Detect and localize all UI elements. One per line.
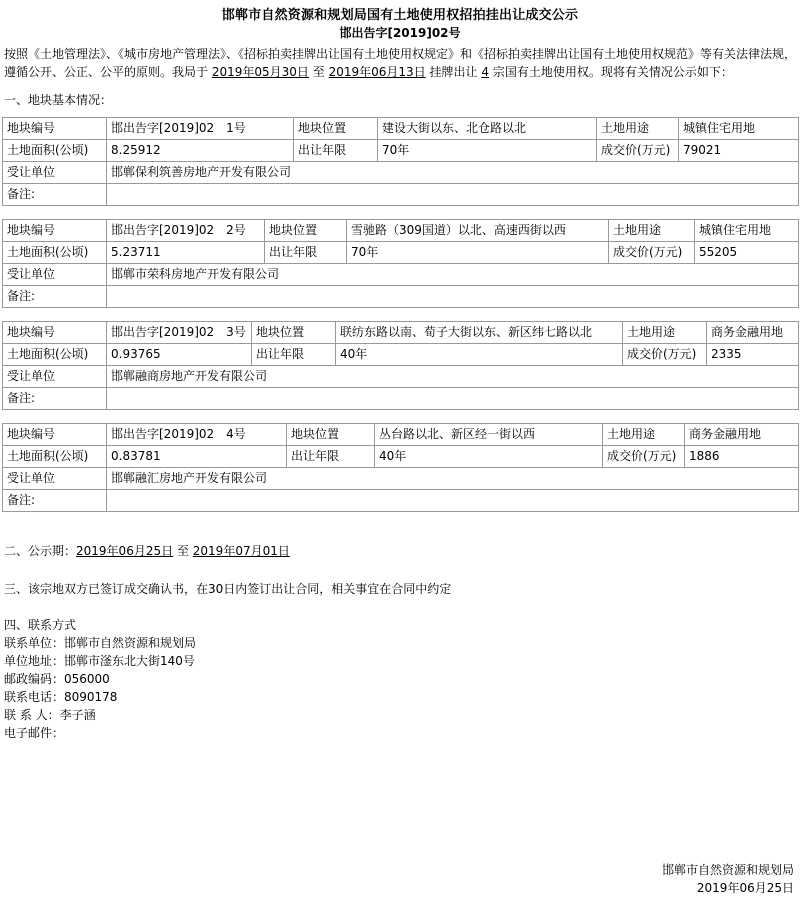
label-parcel-no: 地块编号	[3, 424, 107, 446]
announcement-title: 邯郸市自然资源和规划局国有土地使用权招拍挂出让成交公示	[221, 8, 579, 23]
intro-paragraph	[0, 41, 800, 81]
table-row	[3, 286, 799, 308]
label-price: 成交价(万元)	[623, 344, 707, 366]
parcel-price: 2335	[707, 344, 799, 366]
parcel-no: 邯出告字[2019]02 1号	[107, 118, 294, 140]
table-row	[3, 162, 799, 184]
contact-postcode: 邮政编码：056000	[4, 672, 110, 687]
parcel-location: 联纺东路以南、荀子大街以东、新区纬七路以北	[336, 322, 623, 344]
issue-date: 2019年06月25日	[696, 881, 794, 895]
parcel-assignee: 邯郸融商房地产开发有限公司	[107, 366, 799, 388]
label-location: 地块位置	[265, 220, 347, 242]
parcel-location: 建设大街以东、北仓路以北	[378, 118, 597, 140]
label-area: 土地面积(公顷)	[3, 140, 107, 162]
label-remarks: 备注:	[3, 184, 107, 206]
table-row	[3, 140, 799, 162]
label-land-use: 土地用途	[609, 220, 695, 242]
intro-text-2: 挂牌出让	[429, 65, 478, 80]
label-remarks: 备注:	[3, 388, 107, 410]
label-assignee: 受让单位	[3, 468, 107, 490]
parcel-no: 邯出告字[2019]02 4号	[107, 424, 287, 446]
issuing-organization: 邯郸市自然资源和规划局	[661, 863, 794, 877]
intro-text-3: 宗国有土地使用权。现将有关情况公示如下：	[492, 65, 733, 80]
section-4-title: 四、联系方式	[4, 618, 77, 633]
label-price: 成交价(万元)	[609, 242, 695, 264]
label-parcel-no: 地块编号	[3, 118, 107, 140]
table-row	[3, 220, 799, 242]
table-row	[3, 184, 799, 206]
parcel-remarks	[107, 388, 799, 410]
intro-to: 至	[312, 65, 325, 80]
label-assignee: 受让单位	[3, 264, 107, 286]
label-location: 地块位置	[252, 322, 336, 344]
parcel-table-2	[2, 219, 799, 308]
table-row	[3, 490, 799, 512]
period-label: 二、公示期：	[4, 544, 77, 559]
parcel-area: 0.83781	[107, 446, 287, 468]
label-location: 地块位置	[287, 424, 375, 446]
label-location: 地块位置	[294, 118, 378, 140]
parcel-price: 55205	[695, 242, 799, 264]
contact-person: 联 系 人：李子涵	[4, 708, 96, 723]
label-term: 出让年限	[265, 242, 347, 264]
signature-block	[662, 861, 794, 897]
label-term: 出让年限	[287, 446, 375, 468]
label-area: 土地面积(公顷)	[3, 242, 107, 264]
contact-address: 单位地址：邯郸市滏东北大街140号	[4, 654, 195, 669]
table-row	[3, 468, 799, 490]
table-row	[3, 366, 799, 388]
table-row	[3, 118, 799, 140]
parcel-land-use: 商务金融用地	[685, 424, 799, 446]
label-land-use: 土地用途	[597, 118, 679, 140]
intro-count: 4	[481, 65, 490, 80]
parcel-area: 0.93765	[107, 344, 252, 366]
table-row	[3, 242, 799, 264]
parcel-remarks	[107, 490, 799, 512]
contact-phone: 联系电话：8090178	[4, 690, 118, 705]
parcel-remarks	[107, 286, 799, 308]
label-area: 土地面积(公顷)	[3, 446, 107, 468]
label-assignee: 受让单位	[3, 366, 107, 388]
parcel-assignee: 邯郸融汇房地产开发有限公司	[107, 468, 799, 490]
parcel-term: 70年	[378, 140, 597, 162]
intro-start-date: 2019年05月30日	[211, 65, 309, 80]
parcel-land-use: 城镇住宅用地	[695, 220, 799, 242]
label-area: 土地面积(公顷)	[3, 344, 107, 366]
period-to: 至	[176, 544, 189, 559]
intro-text-1: 按照《土地管理法》、《城市房地产管理法》、《招标拍卖挂牌出让国有土地使用权规定》和《招标拍卖挂牌出让国有土地使用权规范》等有关法律法规，遵循公开、公正、公平的原则。我局于	[4, 47, 797, 80]
label-parcel-no: 地块编号	[3, 322, 107, 344]
label-term: 出让年限	[294, 140, 378, 162]
table-row	[3, 388, 799, 410]
section-3-contract-note: 三、该宗地双方已签订成交确认书，在30日内签订出让合同，相关事宜在合同中约定	[4, 582, 452, 597]
period-start: 2019年06月25日	[76, 544, 174, 559]
parcel-location: 丛台路以北、新区经一街以西	[375, 424, 603, 446]
parcel-no: 邯出告字[2019]02 3号	[107, 322, 252, 344]
parcel-table-4	[2, 423, 799, 512]
parcel-area: 8.25912	[107, 140, 294, 162]
period-end: 2019年07月01日	[192, 544, 290, 559]
parcel-term: 40年	[375, 446, 603, 468]
section-2-announcement-period	[0, 542, 800, 560]
section-1-title: 一、地块基本情况：	[4, 93, 113, 108]
table-row	[3, 424, 799, 446]
label-term: 出让年限	[252, 344, 336, 366]
parcel-assignee: 邯郸市荣科房地产开发有限公司	[107, 264, 799, 286]
document-number: 邯出告字[2019]02号	[339, 26, 461, 41]
parcel-price: 1886	[685, 446, 799, 468]
parcel-no: 邯出告字[2019]02 2号	[107, 220, 265, 242]
label-assignee: 受让单位	[3, 162, 107, 184]
parcel-remarks	[107, 184, 799, 206]
label-remarks: 备注:	[3, 286, 107, 308]
parcel-assignee: 邯郸保利筑善房地产开发有限公司	[107, 162, 799, 184]
label-price: 成交价(万元)	[597, 140, 679, 162]
table-row	[3, 446, 799, 468]
parcel-location: 雪驰路（309国道）以北、高速西街以西	[347, 220, 609, 242]
table-row	[3, 344, 799, 366]
parcel-table-3	[2, 321, 799, 410]
parcel-price: 79021	[679, 140, 799, 162]
label-land-use: 土地用途	[603, 424, 685, 446]
label-price: 成交价(万元)	[603, 446, 685, 468]
parcel-table-1	[2, 117, 799, 206]
contact-unit: 联系单位：邯郸市自然资源和规划局	[4, 636, 197, 651]
parcel-area: 5.23711	[107, 242, 265, 264]
parcel-land-use: 商务金融用地	[707, 322, 799, 344]
contact-email: 电子邮件：	[4, 726, 65, 741]
parcel-term: 40年	[336, 344, 623, 366]
table-row	[3, 264, 799, 286]
label-parcel-no: 地块编号	[3, 220, 107, 242]
parcel-term: 70年	[347, 242, 609, 264]
intro-end-date: 2019年06月13日	[328, 65, 426, 80]
parcel-land-use: 城镇住宅用地	[679, 118, 799, 140]
label-remarks: 备注:	[3, 490, 107, 512]
label-land-use: 土地用途	[623, 322, 707, 344]
table-row	[3, 322, 799, 344]
